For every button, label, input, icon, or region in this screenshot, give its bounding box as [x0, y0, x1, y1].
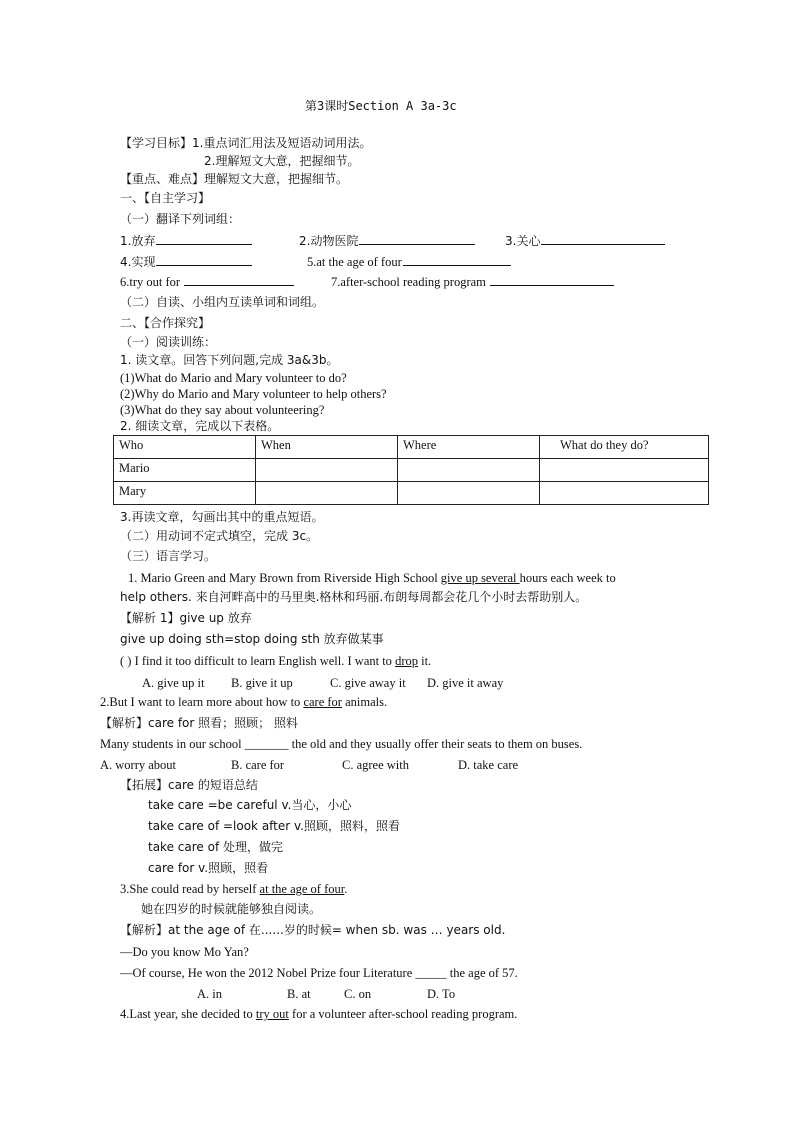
- option-a[interactable]: A. in: [197, 987, 222, 1001]
- sentence-2: 2.But I want to learn more about how to care for animals.: [100, 695, 388, 709]
- vocab-item-5: 5.at the age of four: [307, 253, 511, 270]
- extension-item: take care =be careful v.当心，小心: [148, 798, 352, 812]
- extension-item: take care of 处理，做完: [148, 840, 283, 854]
- goal-label: 【学习目标】: [120, 136, 193, 150]
- part2-sub1: （一）阅读训练：: [120, 335, 217, 349]
- answer-blank[interactable]: [156, 232, 252, 245]
- part1-heading: 一、【自主学习】: [120, 191, 211, 205]
- row-label-mary: Mary: [114, 482, 256, 505]
- exercise-1: ( ) I find it too difficult to learn English well. I want to drop it.: [120, 654, 432, 668]
- part1-sub1: （一）翻译下列词组：: [120, 212, 241, 226]
- table-cell[interactable]: [256, 482, 398, 505]
- vocab-item-3: 3.关心: [505, 232, 665, 249]
- key-label: 【重点、难点】: [120, 172, 205, 186]
- analysis-2: 【解析】care for 照看；照顾； 照料: [100, 716, 298, 730]
- sentence-4: 4.Last year, she decided to try out for a volunteer after-school reading program.: [120, 1007, 518, 1021]
- key-text: 理解短文大意，把握细节。: [204, 172, 349, 186]
- vocab-item-7: 7.after-school reading program: [331, 273, 614, 290]
- answer-blank[interactable]: [184, 273, 294, 286]
- extension-label: 【拓展】care 的短语总结: [120, 778, 258, 792]
- option-d[interactable]: D. give it away: [427, 676, 504, 690]
- option-b[interactable]: B. at: [287, 987, 311, 1001]
- option-a[interactable]: A. worry about: [100, 758, 177, 772]
- part2-sub3: （三）语言学习。: [120, 549, 217, 563]
- extension-item: take care of =look after v.照顾，照料，照看: [148, 819, 401, 833]
- underlined-phrase: at the age of four: [259, 882, 345, 896]
- goal-item-1: 1.重点词汇用法及短语动词用法。: [192, 136, 372, 150]
- vocab-item-6: 6.try out for: [120, 273, 294, 290]
- underlined-phrase: care for: [303, 695, 342, 709]
- table-cell[interactable]: [398, 482, 540, 505]
- extension-item: care for v.照顾，照看: [148, 861, 269, 875]
- option-a[interactable]: A. give up it: [142, 676, 205, 690]
- table-cell[interactable]: [540, 482, 709, 505]
- key-points-line: [120, 171, 348, 187]
- option-b[interactable]: B. care for: [231, 758, 285, 772]
- usage-1: give up doing sth=stop doing sth 放弃做某事: [120, 632, 384, 646]
- table-cell[interactable]: [398, 459, 540, 482]
- option-d[interactable]: D. To: [427, 987, 456, 1001]
- reading-task-3: 3.再读文章，勾画出其中的重点短语。: [120, 510, 324, 524]
- option-b[interactable]: B. give it up: [231, 676, 293, 690]
- analysis-3: 【解析】at the age of 在......岁的时候= when sb. was … years old.: [120, 923, 506, 937]
- header-where: Where: [398, 436, 540, 459]
- reading-task-1: 1. 读文章。回答下列问题,完成 3a&3b。: [120, 353, 339, 367]
- option-c[interactable]: C. on: [344, 987, 372, 1001]
- underlined-phrase: give up several: [440, 571, 520, 585]
- table-row: [114, 459, 709, 482]
- option-d[interactable]: D. take care: [458, 758, 519, 772]
- reading-task-2: 2. 细读文章，完成以下表格。: [120, 419, 280, 433]
- goal-item-2: 2.理解短文大意，把握细节。: [204, 154, 360, 168]
- answer-blank[interactable]: [359, 232, 475, 245]
- header-who: Who: [114, 436, 256, 459]
- vocab-item-1: 1.放弃: [120, 232, 252, 249]
- table-cell[interactable]: [256, 459, 398, 482]
- question-1: (1)What do Mario and Mary volunteer to do?: [120, 371, 347, 385]
- vocab-item-4: 4.实现: [120, 253, 252, 270]
- table-cell[interactable]: [540, 459, 709, 482]
- answer-blank[interactable]: [403, 253, 511, 266]
- underlined-phrase: try out: [255, 1007, 289, 1021]
- sentence-3: 3.She could read by herself at the age of four.: [120, 882, 348, 896]
- vocab-item-2: 2.动物医院: [299, 232, 475, 249]
- header-when: When: [256, 436, 398, 459]
- learning-goal-line: [120, 135, 371, 151]
- question-3: (3)What do they say about volunteering?: [120, 403, 325, 417]
- info-table: [113, 435, 709, 505]
- underlined-word: drop: [395, 654, 418, 668]
- header-what: What do they do?: [540, 436, 709, 459]
- sentence-1: 1. Mario Green and Mary Brown from Riverside High School give up several hours each week to: [128, 571, 616, 585]
- table-header-row: [114, 436, 709, 459]
- part2-heading: 二、【合作探究】: [120, 316, 211, 330]
- table-row: [114, 482, 709, 505]
- analysis-1: 【解析 1】give up 放弃: [120, 611, 252, 625]
- part2-sub2: （二）用动词不定式填空，完成 3c。: [120, 529, 319, 543]
- part1-sub2: （二）自读、小组内互读单词和词组。: [120, 295, 325, 309]
- dialogue-line-1: —Do you know Mo Yan?: [120, 945, 249, 959]
- sentence-3-translation: 她在四岁的时候就能够独自阅读。: [141, 902, 322, 916]
- dialogue-line-2: —Of course, He won the 2012 Nobel Prize four Literature _____ the age of 57.: [120, 966, 518, 980]
- question-2: (2)Why do Mario and Mary volunteer to help others?: [120, 387, 387, 401]
- exercise-2: Many students in our school _______ the old and they usually offer their seats to them on buses.: [100, 737, 583, 751]
- page-title: 第3课时Section A 3a-3c: [305, 99, 457, 113]
- answer-blank[interactable]: [541, 232, 665, 245]
- option-c[interactable]: C. give away it: [330, 676, 406, 690]
- answer-blank[interactable]: [156, 253, 252, 266]
- option-c[interactable]: C. agree with: [342, 758, 409, 772]
- sentence-1-translation: help others. 来自河畔高中的马里奥.格林和玛丽.布朗每周都会花几个小时去帮助别人。: [120, 590, 588, 604]
- answer-blank[interactable]: [490, 273, 614, 286]
- row-label-mario: Mario: [114, 459, 256, 482]
